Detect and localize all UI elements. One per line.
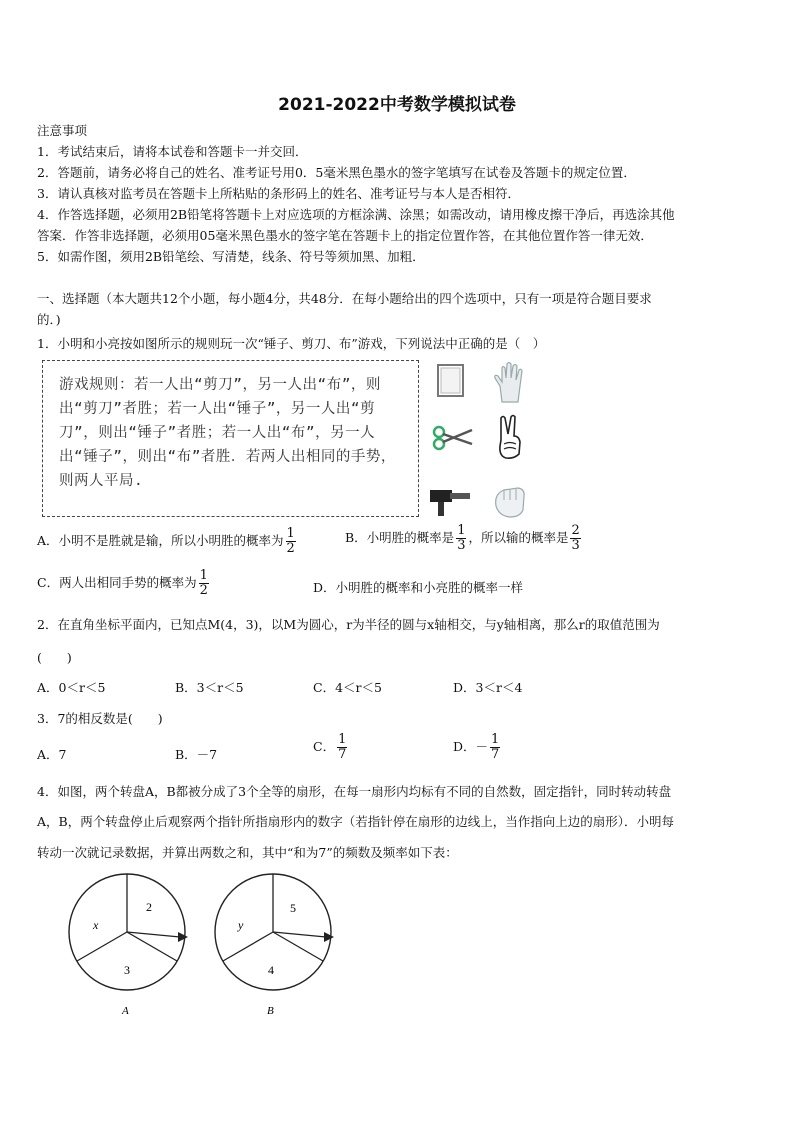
spinner-a-divider bbox=[77, 932, 127, 961]
q1-rules-box bbox=[42, 360, 419, 517]
q2-option-a: A．0＜r＜5 bbox=[37, 680, 106, 695]
fist-icon bbox=[490, 480, 530, 520]
fraction bbox=[199, 569, 209, 598]
q4-line2: A，B，两个转盘停止后观察两个指针所指扇形内的数字（若指针停在扇形的边线上，当作指向上边的扇形）．小明每 bbox=[37, 814, 674, 829]
q1-option-a bbox=[37, 527, 298, 556]
spinner-b-diagram bbox=[206, 866, 346, 1026]
spinner-a-sector: x bbox=[93, 918, 99, 932]
notes-item: 4．作答选择题，必须用2B铅笔将答题卡上对应选项的方框涂满、涂黑；如需改动，请用橡皮擦干净后，再选涂其他 bbox=[37, 207, 675, 222]
fraction-numerator: 1 bbox=[199, 568, 208, 583]
scissors-icon bbox=[430, 420, 474, 454]
q2-paren: ( ) bbox=[37, 650, 72, 665]
spinner-b-sector: y bbox=[238, 918, 244, 932]
notes-item: 2．答题前，请务必将自己的姓名、准考证号用0．5毫米黑色墨水的签字笔填写在试卷及答题卡的规定位置． bbox=[37, 165, 636, 180]
fraction-denominator: 7 bbox=[491, 747, 500, 762]
fraction-denominator: 3 bbox=[457, 538, 466, 553]
fraction bbox=[570, 524, 580, 553]
notes-item: 3．请认真核对监考员在答题卡上所粘贴的条形码上的姓名、准考证号与本人是否相符． bbox=[37, 186, 520, 201]
fraction-denominator: 7 bbox=[338, 747, 347, 762]
q1-option-b-text: B．小明胜的概率是 bbox=[345, 530, 455, 545]
q1-rules-text: 游戏规则：若一人出“剪刀”，另一人出“布”，则出“剪刀”者胜；若一人出“锤子”，另一人出“剪刀”，则出“锤子”者胜；若一人出“布”，另一人出“锤子”，则出“布”者胜．若两人出相同的手势，则两人平局. bbox=[59, 377, 396, 489]
fraction bbox=[337, 733, 347, 762]
q3-option-b: B．－7 bbox=[175, 747, 218, 762]
q1-option-c-text: C．两人出相同手势的概率为 bbox=[37, 575, 197, 590]
spinner-a-label: A bbox=[122, 1005, 129, 1017]
fraction bbox=[286, 527, 296, 556]
section-heading-line2: 的．) bbox=[37, 312, 61, 327]
fraction bbox=[490, 733, 500, 762]
open-hand-icon bbox=[490, 360, 530, 404]
spinner-a-diagram bbox=[60, 866, 200, 1026]
q1-option-b bbox=[345, 524, 583, 553]
pointer-arrow-icon bbox=[178, 932, 188, 942]
q1-option-d: D．小明胜的概率和小亮胜的概率一样 bbox=[313, 580, 524, 595]
q4-line1: 4．如图，两个转盘A，B都被分成了3个全等的扇形，在每一扇形内均标有不同的自然数，固定指针，同时转动转盘 bbox=[37, 784, 672, 799]
q2-option-c: C．4＜r＜5 bbox=[313, 680, 382, 695]
q1-stem: 1．小明和小亮按如图所示的规则玩一次“锤子、剪刀、布”游戏，下列说法中正确的是（ ） bbox=[37, 336, 546, 351]
fraction-denominator: 2 bbox=[199, 583, 208, 598]
q2-option-d: D．3＜r＜4 bbox=[453, 680, 523, 695]
q1-option-a-text: A．小明不是胜就是输，所以小明胜的概率为 bbox=[37, 533, 284, 548]
spinner-b-sector: 4 bbox=[268, 963, 274, 977]
fraction-numerator: 1 bbox=[457, 523, 466, 538]
q3-option-a: A．7 bbox=[37, 747, 67, 762]
fraction-numerator: 1 bbox=[491, 732, 500, 747]
q2-stem: 2．在直角坐标平面内，已知点M(4，3)，以M为圆心，r为半径的圆与x轴相交，与y轴相离，那么r的取值范围为 bbox=[37, 617, 660, 632]
fraction-numerator: 1 bbox=[338, 732, 347, 747]
notes-heading: 注意事项 bbox=[37, 123, 88, 138]
fraction-denominator: 2 bbox=[286, 541, 295, 556]
section-heading-line1: 一、选择题（本大题共12个小题，每小题4分，共48分．在每小题给出的四个选项中，只有一项是符合题目要求 bbox=[37, 291, 652, 306]
q3-option-c-text: C． bbox=[313, 739, 336, 754]
fraction bbox=[456, 524, 466, 553]
notes-item: 5．如需作图，须用2B铅笔绘、写清楚，线条、符号等须加黑、加粗． bbox=[37, 249, 425, 264]
page-title: 2021-2022中考数学模拟试卷 bbox=[278, 95, 516, 115]
spinner-b-sector: 5 bbox=[290, 901, 296, 915]
fraction-denominator: 3 bbox=[571, 538, 580, 553]
spinner-b-divider bbox=[223, 932, 273, 961]
victory-hand-icon bbox=[492, 414, 528, 460]
spinner-a-sector: 2 bbox=[146, 900, 152, 914]
paper-icon bbox=[433, 362, 468, 400]
q1-option-c bbox=[37, 569, 211, 598]
fraction-numerator: 2 bbox=[571, 523, 580, 538]
notes-item: 1．考试结束后，请将本试卷和答题卡一并交回． bbox=[37, 144, 308, 159]
q2-option-b: B．3＜r＜5 bbox=[175, 680, 244, 695]
fraction-numerator: 1 bbox=[286, 526, 295, 541]
q3-option-d-text: D．－ bbox=[453, 739, 489, 754]
q3-option-c bbox=[313, 733, 349, 762]
spinner-b-label: B bbox=[267, 1005, 274, 1017]
spinner-a-sector: 3 bbox=[124, 963, 130, 977]
q3-stem: 3．7的相反数是( ) bbox=[37, 711, 163, 726]
q3-option-d bbox=[453, 733, 502, 762]
notes-item: 答案．作答非选择题，必须用05毫米黑色墨水的签字笔在答题卡上的指定位置作答，在其他位置作答一律无效． bbox=[37, 228, 653, 243]
q1-option-b-mid: ，所以输的概率是 bbox=[468, 530, 569, 545]
pointer-arrow-icon bbox=[324, 932, 334, 942]
q4-line3: 转动一次就记录数据，并算出两数之和，其中“和为7”的频数及频率如下表： bbox=[37, 845, 458, 860]
hammer-icon bbox=[428, 484, 472, 518]
